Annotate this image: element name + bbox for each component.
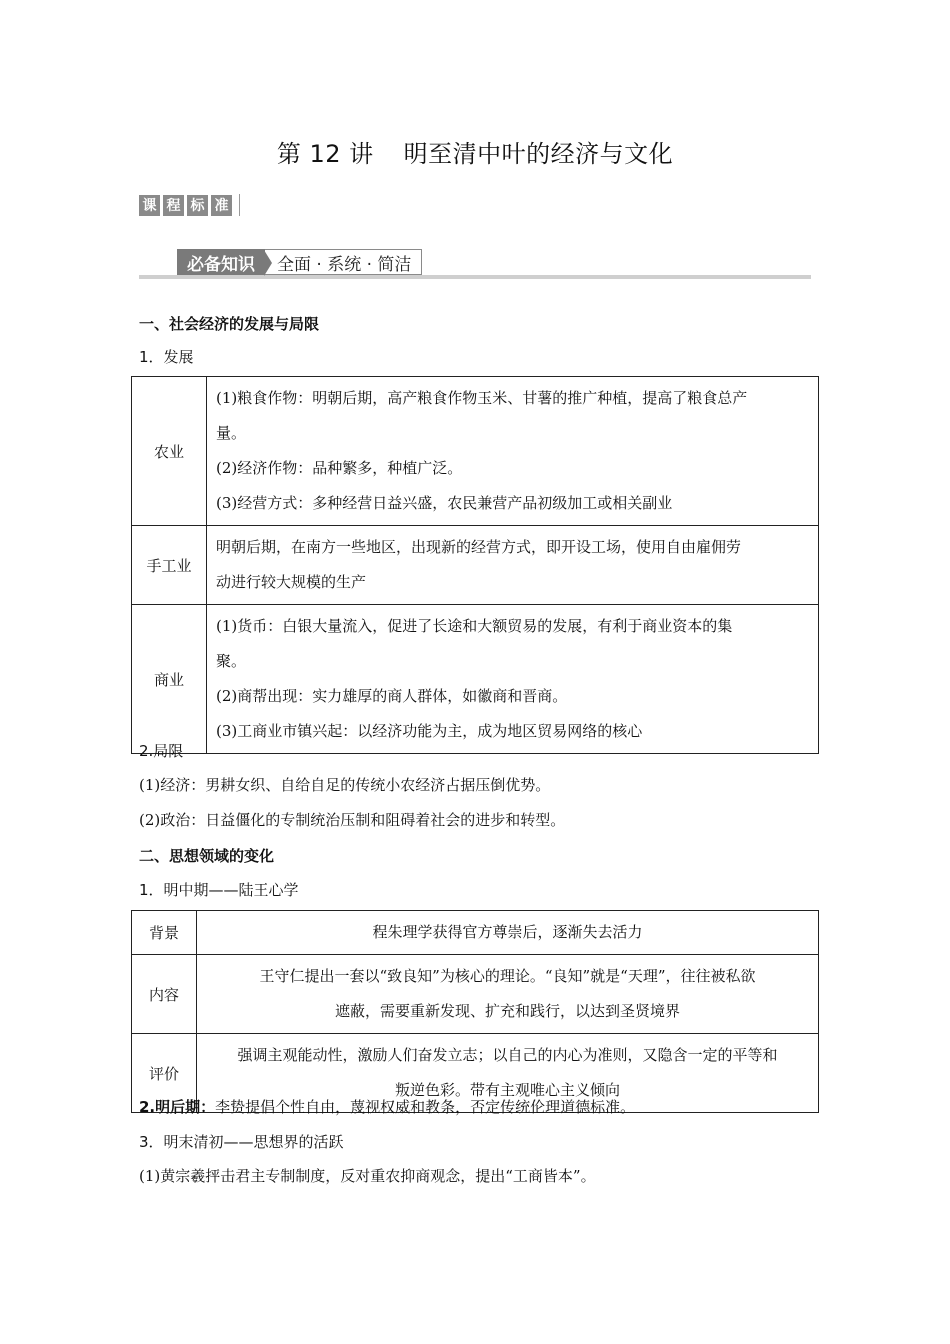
course-standard-char: 课 — [139, 195, 160, 216]
row-key: 内容 — [132, 955, 197, 1034]
row-key: 商业 — [132, 605, 207, 754]
paragraph: (1)黄宗羲抨击君主专制制度，反对重农抑商观念，提出“工商皆本”。 — [139, 1167, 596, 1185]
section2-sub1: 1．明中期——陆王心学 — [139, 881, 299, 899]
course-standard-char: 准 — [211, 195, 232, 216]
paragraph: (1)经济：男耕女织、自给自足的传统小农经济占据压倒优势。 — [139, 776, 551, 794]
row-value: (1)粮食作物：明朝后期，高产粮食作物玉米、甘薯的推广种植，提高了粮食总产 量。 (2)经济作物：品种繁多，种植广泛。 (3)经营方式：多种经营日益兴盛，农民兼营产品初级加工或相关副业 — [207, 377, 819, 526]
row-key: 手工业 — [132, 526, 207, 605]
row-key: 背景 — [132, 911, 197, 955]
table-row — [132, 955, 819, 1034]
paragraph — [139, 1096, 635, 1117]
lesson-topic: 明至清中叶的经济与文化 — [403, 140, 674, 168]
section1-heading: 一、社会经济的发展与局限 — [139, 315, 320, 333]
row-value: 王守仁提出一套以“致良知”为核心的理论。“良知”就是“天理”，往往被私欲 遮蔽，需要重新发现、扩充和践行，以达到圣贤境界 — [197, 955, 819, 1034]
row-key: 农业 — [132, 377, 207, 526]
lesson-number: 第 12 讲 — [276, 140, 374, 168]
row-value: 强调主观能动性，激励人们奋发立志；以自己的内心为准则，又隐含一定的平等和 叛逆色彩。带有主观唯心主义倾向 — [197, 1034, 819, 1113]
course-standard-char: 程 — [163, 195, 184, 216]
banner-title: 必备知识 — [177, 249, 265, 275]
section1-sub1: 1．发展 — [139, 348, 194, 366]
paragraph-label: 2.明后期： — [139, 1098, 216, 1116]
thought-table — [131, 910, 819, 1113]
section2-heading: 二、思想领域的变化 — [139, 847, 275, 865]
course-standard-label — [139, 194, 240, 216]
page-title — [0, 134, 950, 169]
section2-sub3: 3．明末清初——思想界的活跃 — [139, 1133, 344, 1151]
economy-table — [131, 376, 819, 754]
paragraph-text: 李贽提倡个性自由，蔑视权威和教条，否定传统伦理道德标准。 — [215, 1098, 636, 1116]
paragraph: (2)政治：日益僵化的专制统治压制和阻碍着社会的进步和转型。 — [139, 811, 566, 829]
table-row — [132, 377, 819, 526]
table-row — [132, 526, 819, 605]
row-value: 程朱理学获得官方尊崇后，逐渐失去活力 — [197, 911, 819, 955]
course-standard-char: 标 — [187, 195, 208, 216]
row-value: 明朝后期，在南方一些地区，出现新的经营方式，即开设工场，使用自由雇佣劳 动进行较大规模的生产 — [207, 526, 819, 605]
banner-underline — [139, 275, 811, 279]
row-key: 评价 — [132, 1034, 197, 1113]
table-row — [132, 605, 819, 754]
banner-subtitle: 全面 · 系统 · 简洁 — [265, 249, 422, 275]
row-value: (1)货币：白银大量流入，促进了长途和大额贸易的发展，有利于商业资本的集 聚。 (2)商帮出现：实力雄厚的商人群体，如徽商和晋商。 (3)工商业市镇兴起：以经济功能为主，成为地区贸易网络的核心 — [207, 605, 819, 754]
section1-sub2: 2.局限 — [139, 742, 184, 760]
table-row — [132, 911, 819, 955]
divider — [239, 194, 240, 216]
section-banner — [177, 249, 422, 275]
